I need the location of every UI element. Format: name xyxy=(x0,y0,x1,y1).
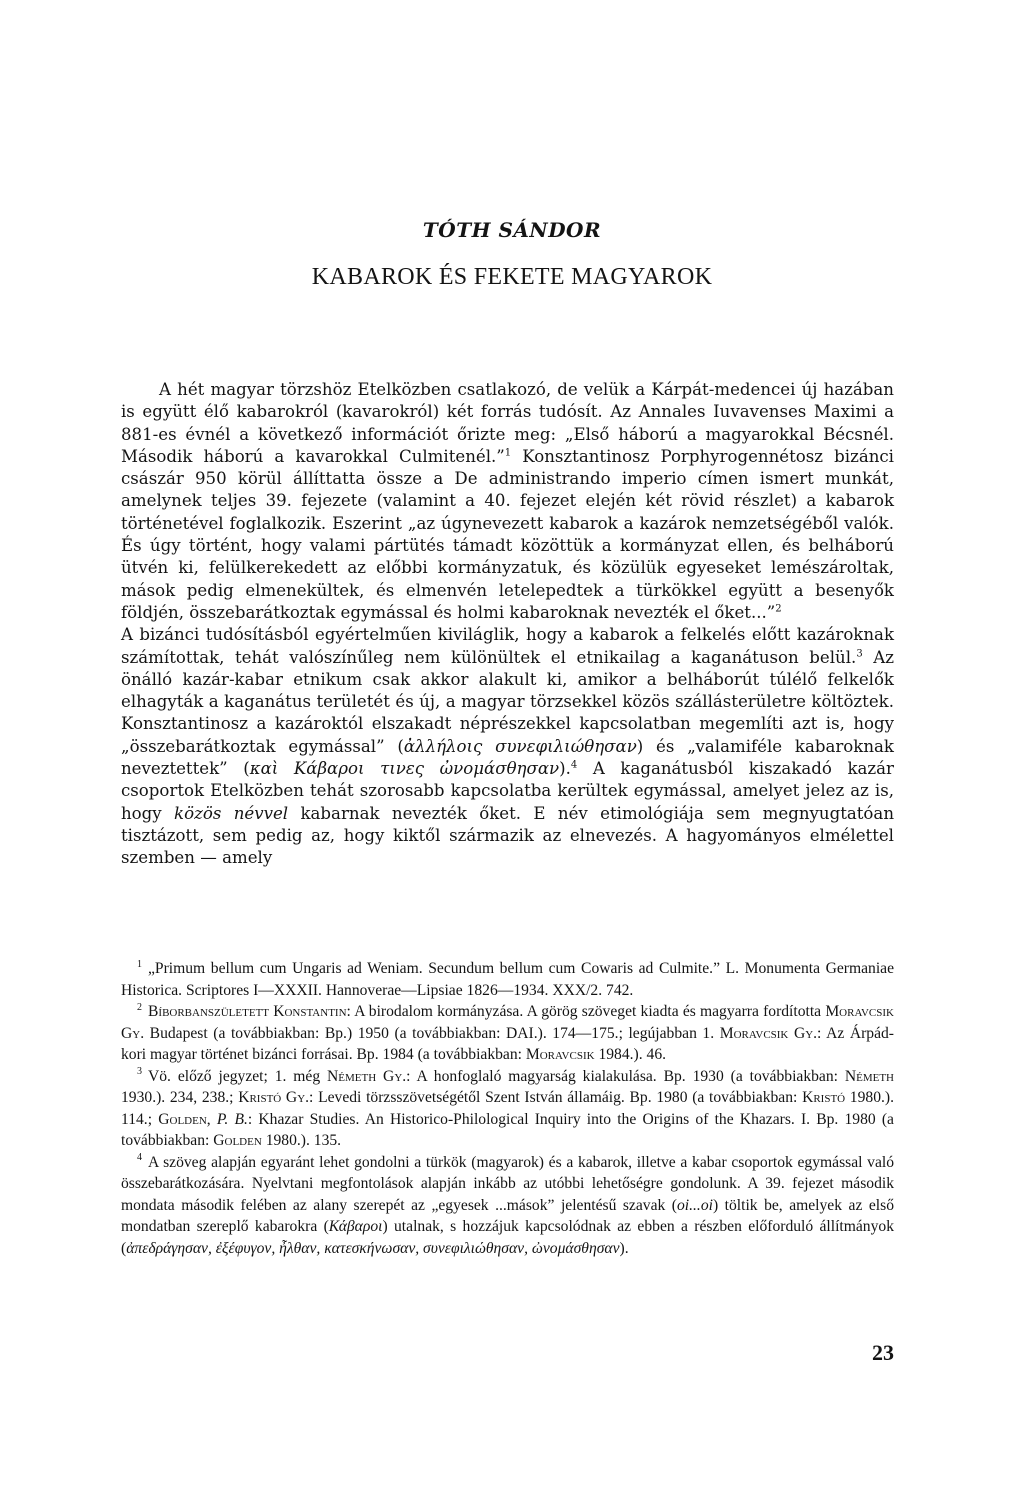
italic-text: ἀπεδράγησαν, ἐξέφυγον, ἦλθαν, κατεσκήνωσαν, συνεφιλιώθησαν, ὠνομάσθησαν xyxy=(126,1239,620,1257)
footnote-text: 1980.). 114.; xyxy=(121,1089,894,1128)
footnotes xyxy=(121,958,894,1259)
author-ref: Moravcsik Gy. xyxy=(121,1003,894,1042)
footnote-text: : A birodalom kormányzása. A görög szöveget kiadta és magyarra fordította xyxy=(346,1003,826,1020)
author-ref: Bíborbanszületett Konstantin xyxy=(148,1003,347,1020)
text-run: Konsztantinosz Porphyrogennétosz bizánci császár 950 körül állíttatta össze a De administrando imperio címen ismert munkát, amelynek teljes 39. fejezete (valamint a 40. fejezet elején két rövid részlet) a kabarok történetével foglalkozik. Eszerint „az úgynevezett kabarok a kazárok nemzetségéből valók. És úgy történt, hogy valami pártütés támadt közöttük a kormányzat ellen, és belháború ütvén ki, felülkerekedett az előbbi kormányzatuk, és közülük egyeseket lemészároltak, mások pedig elmenekültek, és elmenvén letelepedtek a türkökkel együtt a besenyők földjén, összebarátkoztak egymással és holmi kabaroknak nevezték el őket...” xyxy=(121,446,894,622)
footnote-text: : Khazar Studies. An Historico-Philological Inquiry into the Origins of the Khazars. I. Bp. 1980 (a továbbiakban: xyxy=(121,1110,894,1149)
author-ref: Golden xyxy=(158,1110,207,1128)
author-ref: Németh Gy. xyxy=(327,1067,407,1085)
footnote-text: : Az Árpád-kori magyar történet bizánci forrásai. Bp. 1984 (a továbbiakban: xyxy=(121,1024,894,1063)
footnote-1 xyxy=(121,958,894,1001)
text-run: kabarnak nevezték őket. E név etimológiája sem megnyugtatóan tisztázott, sem pedig az, hogy kiktől származik az elnevezés. A hagyományos elmélettel szemben — amely xyxy=(121,803,895,868)
text-run: A bizánci tudósításból egyértelműen kiviláglik, hogy a kabarok a felkelés előtt kazároknak számítottak, tehát valószínűleg nem különültek el etnikailag a kaganátuson belül. xyxy=(121,625,894,667)
italic-text: oi...oi xyxy=(677,1196,713,1214)
footnote-text: Vö. előző jegyzet; 1. még xyxy=(148,1067,328,1085)
footnote-number: 4 xyxy=(137,1152,142,1164)
footnote-text: ) töltik be, amelyek az első mondatban szereplő kabarokra ( xyxy=(121,1196,894,1235)
greek-quote: ἀλλήλοις συνεφιλιώθησαν xyxy=(403,736,637,756)
text-run: ) és „valamiféle kabaroknak neveztettek” ( xyxy=(121,736,894,779)
footnote-number: 2 xyxy=(137,1001,142,1013)
footnote-ref-4[interactable]: 4 xyxy=(570,759,578,771)
footnote-text: : A honfoglaló magyarság kialakulása. Bp. 1930 (a továbbiakban: xyxy=(406,1067,845,1085)
author-ref: Moravcsik xyxy=(525,1046,595,1063)
text-run: A hét magyar törzshöz Etelközben csatlakozó, de velük a Kárpát-medencei új hazában is együtt élő kabarokról (kavarokról) két forrás tudósít. Az Annales Iuvavenses Maximi a 881-es évnél a következő információt őrizte meg: „Első háború a magyarokkal Bécsnél. Második háború a kavarokkal Culmitenél.” xyxy=(121,380,894,466)
footnote-text: „Primum bellum cum Ungaris ad Weniam. Secundum bellum cum Cowaris ad Culmite.” L. Monumenta Germaniae Historica. Scriptores I—XXXII. Hannoverae—Lipsiae 1826—1934. XXX/2. 742. xyxy=(121,960,894,999)
footnote-text: 1980.). 135. xyxy=(261,1132,342,1149)
article-title: KABAROK ÉS FEKETE MAGYAROK xyxy=(311,264,713,290)
text-run: ). xyxy=(559,759,571,779)
footnote-number: 3 xyxy=(137,1066,142,1078)
footnote-2 xyxy=(121,1001,894,1066)
footnote-text: ). xyxy=(619,1239,629,1257)
footnote-text: : Levedi törzsszövetségétől Szent István államáig. Bp. 1980 (a továbbiakban: xyxy=(309,1089,803,1106)
author-ref: Kristó xyxy=(802,1089,846,1106)
greek-quote: καὶ Κάβαροι τινες ὠνομάσθησαν xyxy=(249,759,560,779)
footnote-text: , xyxy=(206,1110,217,1128)
italic-text: Κάβαροι xyxy=(328,1218,383,1235)
paragraph-2 xyxy=(121,624,894,869)
footnote-4 xyxy=(121,1152,894,1260)
footnote-ref-2[interactable]: 2 xyxy=(775,603,782,615)
author-name: TÓTH SÁNDOR xyxy=(422,218,602,242)
footnote-number: 1 xyxy=(137,958,142,970)
footnote-text: Budapest (a továbbiakban: Bp.) 1950 (a továbbiakban: DAI.). 174—175.; legújabban 1. xyxy=(144,1024,720,1042)
author-ref: Golden xyxy=(213,1132,262,1149)
footnote-ref-1[interactable]: 1 xyxy=(504,447,512,459)
footnote-3 xyxy=(121,1066,894,1152)
text-run: Az önálló kazár-kabar etnikum csak akkor alakult ki, amikor a belháborút túlélő felkelők elhagyták a kaganátus területét és új, a magyar törzsekkel közös szállásterületre költöztek. Konsztantinosz a kazároktól elszakadt néprészekkel kapcsolatban megemlíti azt is, hogy „összebarátkoztak egymással” ( xyxy=(121,647,894,756)
paragraph-1 xyxy=(121,379,894,624)
body-text xyxy=(121,379,894,870)
italic-text: P. B. xyxy=(216,1110,248,1128)
emphasis: közös névvel xyxy=(174,803,289,823)
author-ref: Moravcsik Gy. xyxy=(719,1024,818,1042)
author-ref: Kristó Gy. xyxy=(238,1089,310,1106)
footnote-text: A szöveg alapján egyaránt lehet gondolni a türkök (magyarok) és a kabarok, illetve a kabar csoportok egymással való összebarátkozására. Nyelvtani megfontolások alapján inkább az utóbbi lehetőségre gondolunk. A 39. fejezet második mondata második felében az alany szerepét az „egyesek ...mások” jelentésű szavak ( xyxy=(121,1153,894,1214)
footnote-ref-3[interactable]: 3 xyxy=(856,648,863,660)
page-number: 23 xyxy=(872,1340,894,1365)
footnote-text: 1984.). 46. xyxy=(594,1046,667,1063)
footnote-text: ) utalnak, s hozzájuk kapcsolódnak az ebben a részben előforduló állítmányok ( xyxy=(121,1218,894,1257)
footnote-text: 1930.). 234, 238.; xyxy=(121,1089,239,1106)
text-run: A kaganátusból kiszakadó kazár csoportok Etelközben tehát szorosabb kapcsolatba kerültek egymással, amelyet jelez az is, hogy xyxy=(121,759,894,823)
author-ref: Németh xyxy=(844,1067,894,1085)
